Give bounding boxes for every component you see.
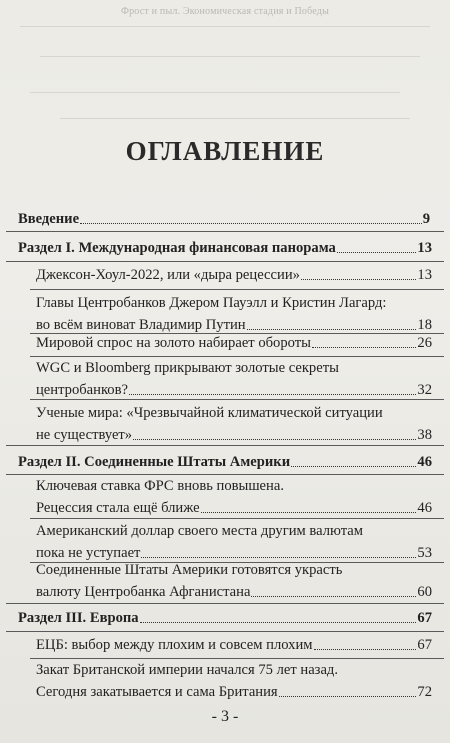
toc-entry-label-line1: WGC и Bloomberg прикрывают золотые секреты <box>36 360 339 376</box>
toc-entry-label-line1: Главы Центробанков Джером Пауэлл и Кристин Лагард: <box>36 295 387 311</box>
section-divider <box>6 474 444 475</box>
dot-leader <box>201 512 417 513</box>
toc-entry-label: Введение <box>18 211 80 227</box>
section-divider <box>6 631 444 632</box>
dot-leader <box>141 557 416 558</box>
toc-page-number: 46 <box>417 454 432 470</box>
toc-page-number: 13 <box>417 267 432 283</box>
toc-page-number: 26 <box>417 335 432 351</box>
toc-entry <box>36 358 432 400</box>
toc-entry-label: во всём виноват Владимир Путин <box>36 317 246 333</box>
section-divider <box>6 445 444 446</box>
toc-entry-label: центробанков? <box>36 382 128 398</box>
toc-entry-label: не существует» <box>36 427 133 443</box>
running-head: Фрост и пыл. Экономическая стадия и Победы <box>120 6 329 17</box>
toc-page-number: 32 <box>417 382 432 398</box>
toc-entry <box>36 660 432 702</box>
toc-entry-label: пока не уступает <box>36 545 141 561</box>
dot-leader <box>251 596 416 597</box>
toc-entry-intro <box>18 209 430 229</box>
bleed-through-line <box>30 92 400 93</box>
toc-entry-label: Рецессия стала ещё ближе <box>36 500 200 516</box>
bleed-through-line <box>60 118 410 119</box>
toc-page-number: 60 <box>417 584 432 600</box>
toc-page-number: 46 <box>417 500 432 516</box>
section-divider <box>6 231 444 232</box>
toc-page-number: 18 <box>417 317 432 333</box>
toc-entry <box>36 265 432 285</box>
dot-leader <box>291 466 416 467</box>
toc-entry-label: валюту Центробанка Афганистана <box>36 584 251 600</box>
toc-entry-label: Раздел I. Международная финансовая панорама <box>18 240 336 256</box>
page-title: ОГЛАВЛЕНИЕ <box>125 136 325 166</box>
dot-leader <box>314 649 417 650</box>
entry-divider <box>30 518 444 519</box>
toc-entry-label: Раздел II. Соединенные Штаты Америки <box>18 454 291 470</box>
toc-entry-label-line1: Ключевая ставка ФРС вновь повышена. <box>36 478 284 494</box>
toc-section-3 <box>18 608 432 628</box>
toc-entry-label-line1: Американский доллар своего места другим валютам <box>36 523 363 539</box>
page-number-footer: - 3 - <box>211 708 239 725</box>
section-divider <box>6 261 444 262</box>
dot-leader <box>279 696 417 697</box>
toc-page-number: 67 <box>417 610 432 626</box>
toc-entry-label-line1: Ученые мира: «Чрезвычайной климатической ситуации <box>36 405 383 421</box>
toc-entry <box>36 521 432 563</box>
dot-leader <box>133 439 416 440</box>
toc-entry <box>36 333 432 353</box>
toc-entry-label: Джексон-Хоул-2022, или «дыра рецессии» <box>36 267 300 283</box>
entry-divider <box>30 658 444 659</box>
toc-page-number: 53 <box>417 545 432 561</box>
toc-entry <box>36 403 432 445</box>
dot-leader <box>301 279 416 280</box>
bleed-through-line <box>20 26 430 27</box>
toc-entry <box>36 293 432 335</box>
entry-divider <box>30 356 444 357</box>
toc-entry <box>36 560 432 602</box>
dot-leader <box>140 622 417 623</box>
toc-section-2 <box>18 452 432 472</box>
toc-entry <box>36 635 432 655</box>
toc-entry-label: Сегодня закатывается и сама Британия <box>36 684 278 700</box>
toc-page-number: 38 <box>417 427 432 443</box>
toc-entry <box>36 476 432 518</box>
toc-section-1 <box>18 238 432 258</box>
dot-leader <box>247 329 417 330</box>
dot-leader <box>129 394 416 395</box>
toc-page-number: 67 <box>417 637 432 653</box>
toc-entry-label: ЕЦБ: выбор между плохим и совсем плохим <box>36 637 313 653</box>
dot-leader <box>337 252 417 253</box>
toc-page-number: 13 <box>417 240 432 256</box>
toc-entry-label: Раздел III. Европа <box>18 610 139 626</box>
entry-divider <box>30 289 444 290</box>
dot-leader <box>80 223 422 224</box>
dot-leader <box>312 347 416 348</box>
section-divider <box>6 603 444 604</box>
toc-page-number: 72 <box>417 684 432 700</box>
entry-divider <box>30 399 444 400</box>
toc-entry-label: Мировой спрос на золото набирает обороты <box>36 335 311 351</box>
toc-entry-label-line1: Соединенные Штаты Америки готовятся украсть <box>36 562 343 578</box>
toc-page-number: 9 <box>422 211 430 227</box>
bleed-through-line <box>40 56 420 57</box>
toc-entry-label-line1: Закат Британской империи начался 75 лет назад. <box>36 662 338 678</box>
